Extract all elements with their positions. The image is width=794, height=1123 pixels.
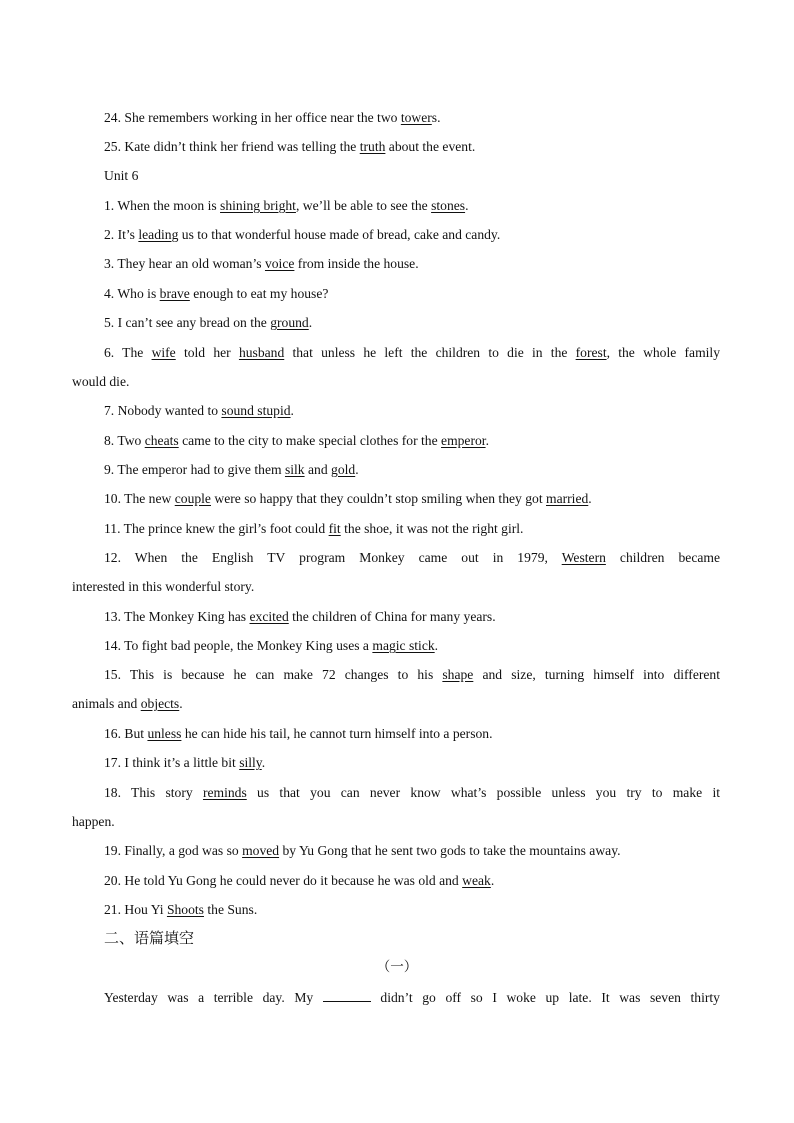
sentence-11: 11. The prince knew the girl’s foot could fit the shoe, it was not the right girl. [104,521,524,536]
sentence-8: 8. Two cheats came to the city to make special clothes for the emperor. [104,433,489,448]
sentence-6-continued: would die. [72,374,130,389]
sentence-3: 3. They hear an old woman’s voice from inside the house. [104,256,419,271]
sentence-20: 20. He told Yu Gong he could never do it because he was old and weak. [104,873,495,888]
sentence-18: 18. This story reminds us that you can never know what’s possible unless you try to make it [104,785,720,800]
sentence-12-continued: interested in this wonderful story. [72,579,255,594]
sentence-25: 25. Kate didn’t think her friend was telling the truth about the event. [104,139,476,154]
sentence-16: 16. But unless he can hide his tail, he cannot turn himself into a person. [104,726,493,741]
unit-title: Unit 6 [104,168,139,183]
sentence-15-continued: animals and objects. [72,696,183,711]
sentence-12: 12. When the English TV program Monkey came out in 1979, Western children became [104,550,721,565]
sentence-21: 21. Hou Yi Shoots the Suns. [104,902,258,917]
section-heading: 二、语篇填空 [104,929,195,947]
sentence-24: 24. She remembers working in her office near the two towers. [104,110,441,125]
sentence-2: 2. It’s leading us to that wonderful house made of bread, cake and candy. [104,227,501,242]
sentence-13: 13. The Monkey King has excited the children of China for many years. [104,609,496,624]
sentence-14: 14. To fight bad people, the Monkey King uses a magic stick. [104,638,439,653]
answer-blank[interactable] [323,989,371,1002]
sentence-18-continued: happen. [72,814,115,829]
passage-first-line: Yesterday was a terrible day. My didn’t go off so I woke up late. It was seven thirty [104,990,720,1005]
sentence-10: 10. The new couple were so happy that they couldn’t stop smiling when they got married. [104,491,592,506]
sentence-9: 9. The emperor had to give them silk and gold. [104,462,359,477]
sentence-17: 17. I think it’s a little bit silly. [104,755,266,770]
passage-number: （一） [376,959,418,974]
sentence-4: 4. Who is brave enough to eat my house? [104,286,329,301]
sentence-1: 1. When the moon is shining bright, we’ll be able to see the stones. [104,198,469,213]
sentence-15: 15. This is because he can make 72 changes to his shape and size, turning himself into different [104,667,721,682]
sentence-7: 7. Nobody wanted to sound stupid. [104,403,294,418]
sentence-5: 5. I can’t see any bread on the ground. [104,315,313,330]
sentence-6: 6. The wife told her husband that unless he left the children to die in the forest, the whole family [104,345,721,360]
sentence-19: 19. Finally, a god was so moved by Yu Gong that he sent two gods to take the mountains away. [104,843,621,858]
